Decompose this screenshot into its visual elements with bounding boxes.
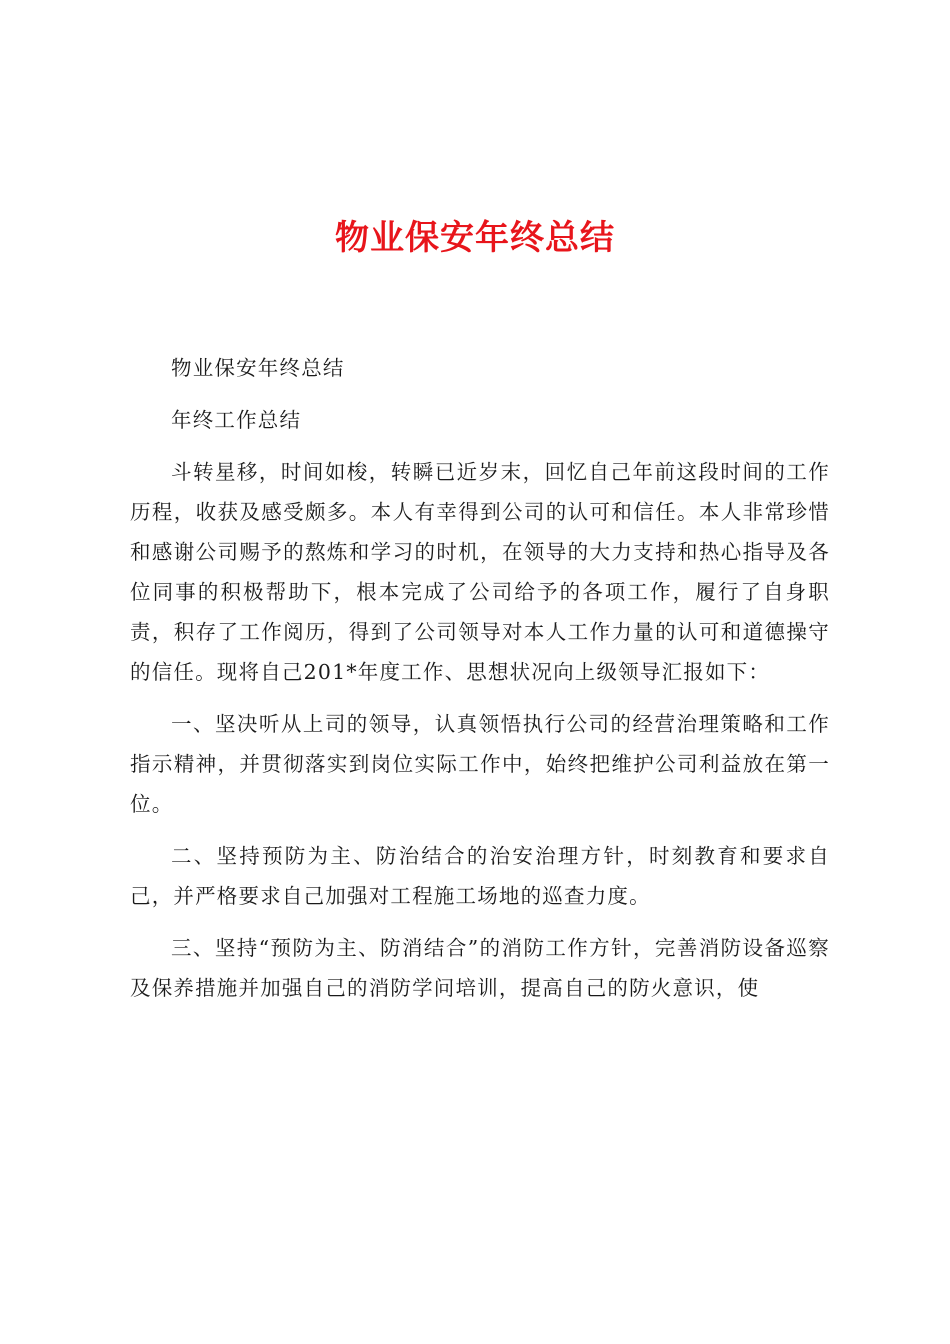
document-title: 物业保安年终总结 xyxy=(335,218,615,258)
subtitle-paragraph: 物业保安年终总结 xyxy=(171,356,345,380)
document-body xyxy=(130,348,830,1020)
intro-paragraph: 斗转星移，时间如梭，转瞬已近岁末，回忆自己年前这段时间的工作历程，收获及感受颇多。本人有幸得到公司的认可和信任。本人非常珍惜和感谢公司赐予的熬炼和学习的时机，在领导的大力支持和热心指导及各位同事的积极帮助下，根本完成了公司给予的各项工作，履行了自身职责，积存了工作阅历，得到了公司领导对本人工作力量的认可和道德操守的信任。现将自己201*年度工作、思想状况向上级领导汇报如下： xyxy=(130,460,830,684)
section-heading-paragraph: 年终工作总结 xyxy=(171,408,302,432)
point-two-paragraph: 二、坚持预防为主、防治结合的治安治理方针，时刻教育和要求自己，并严格要求自己加强对工程施工场地的巡查力度。 xyxy=(130,844,830,908)
point-three-paragraph: 三、坚持“预防为主、防消结合”的消防工作方针，完善消防设备巡察及保养措施并加强自己的消防学问培训，提高自己的防火意识，使 xyxy=(130,936,830,1000)
point-one-paragraph: 一、坚决听从上司的领导，认真领悟执行公司的经营治理策略和工作指示精神，并贯彻落实到岗位实际工作中，始终把维护公司利益放在第一位。 xyxy=(130,712,830,816)
